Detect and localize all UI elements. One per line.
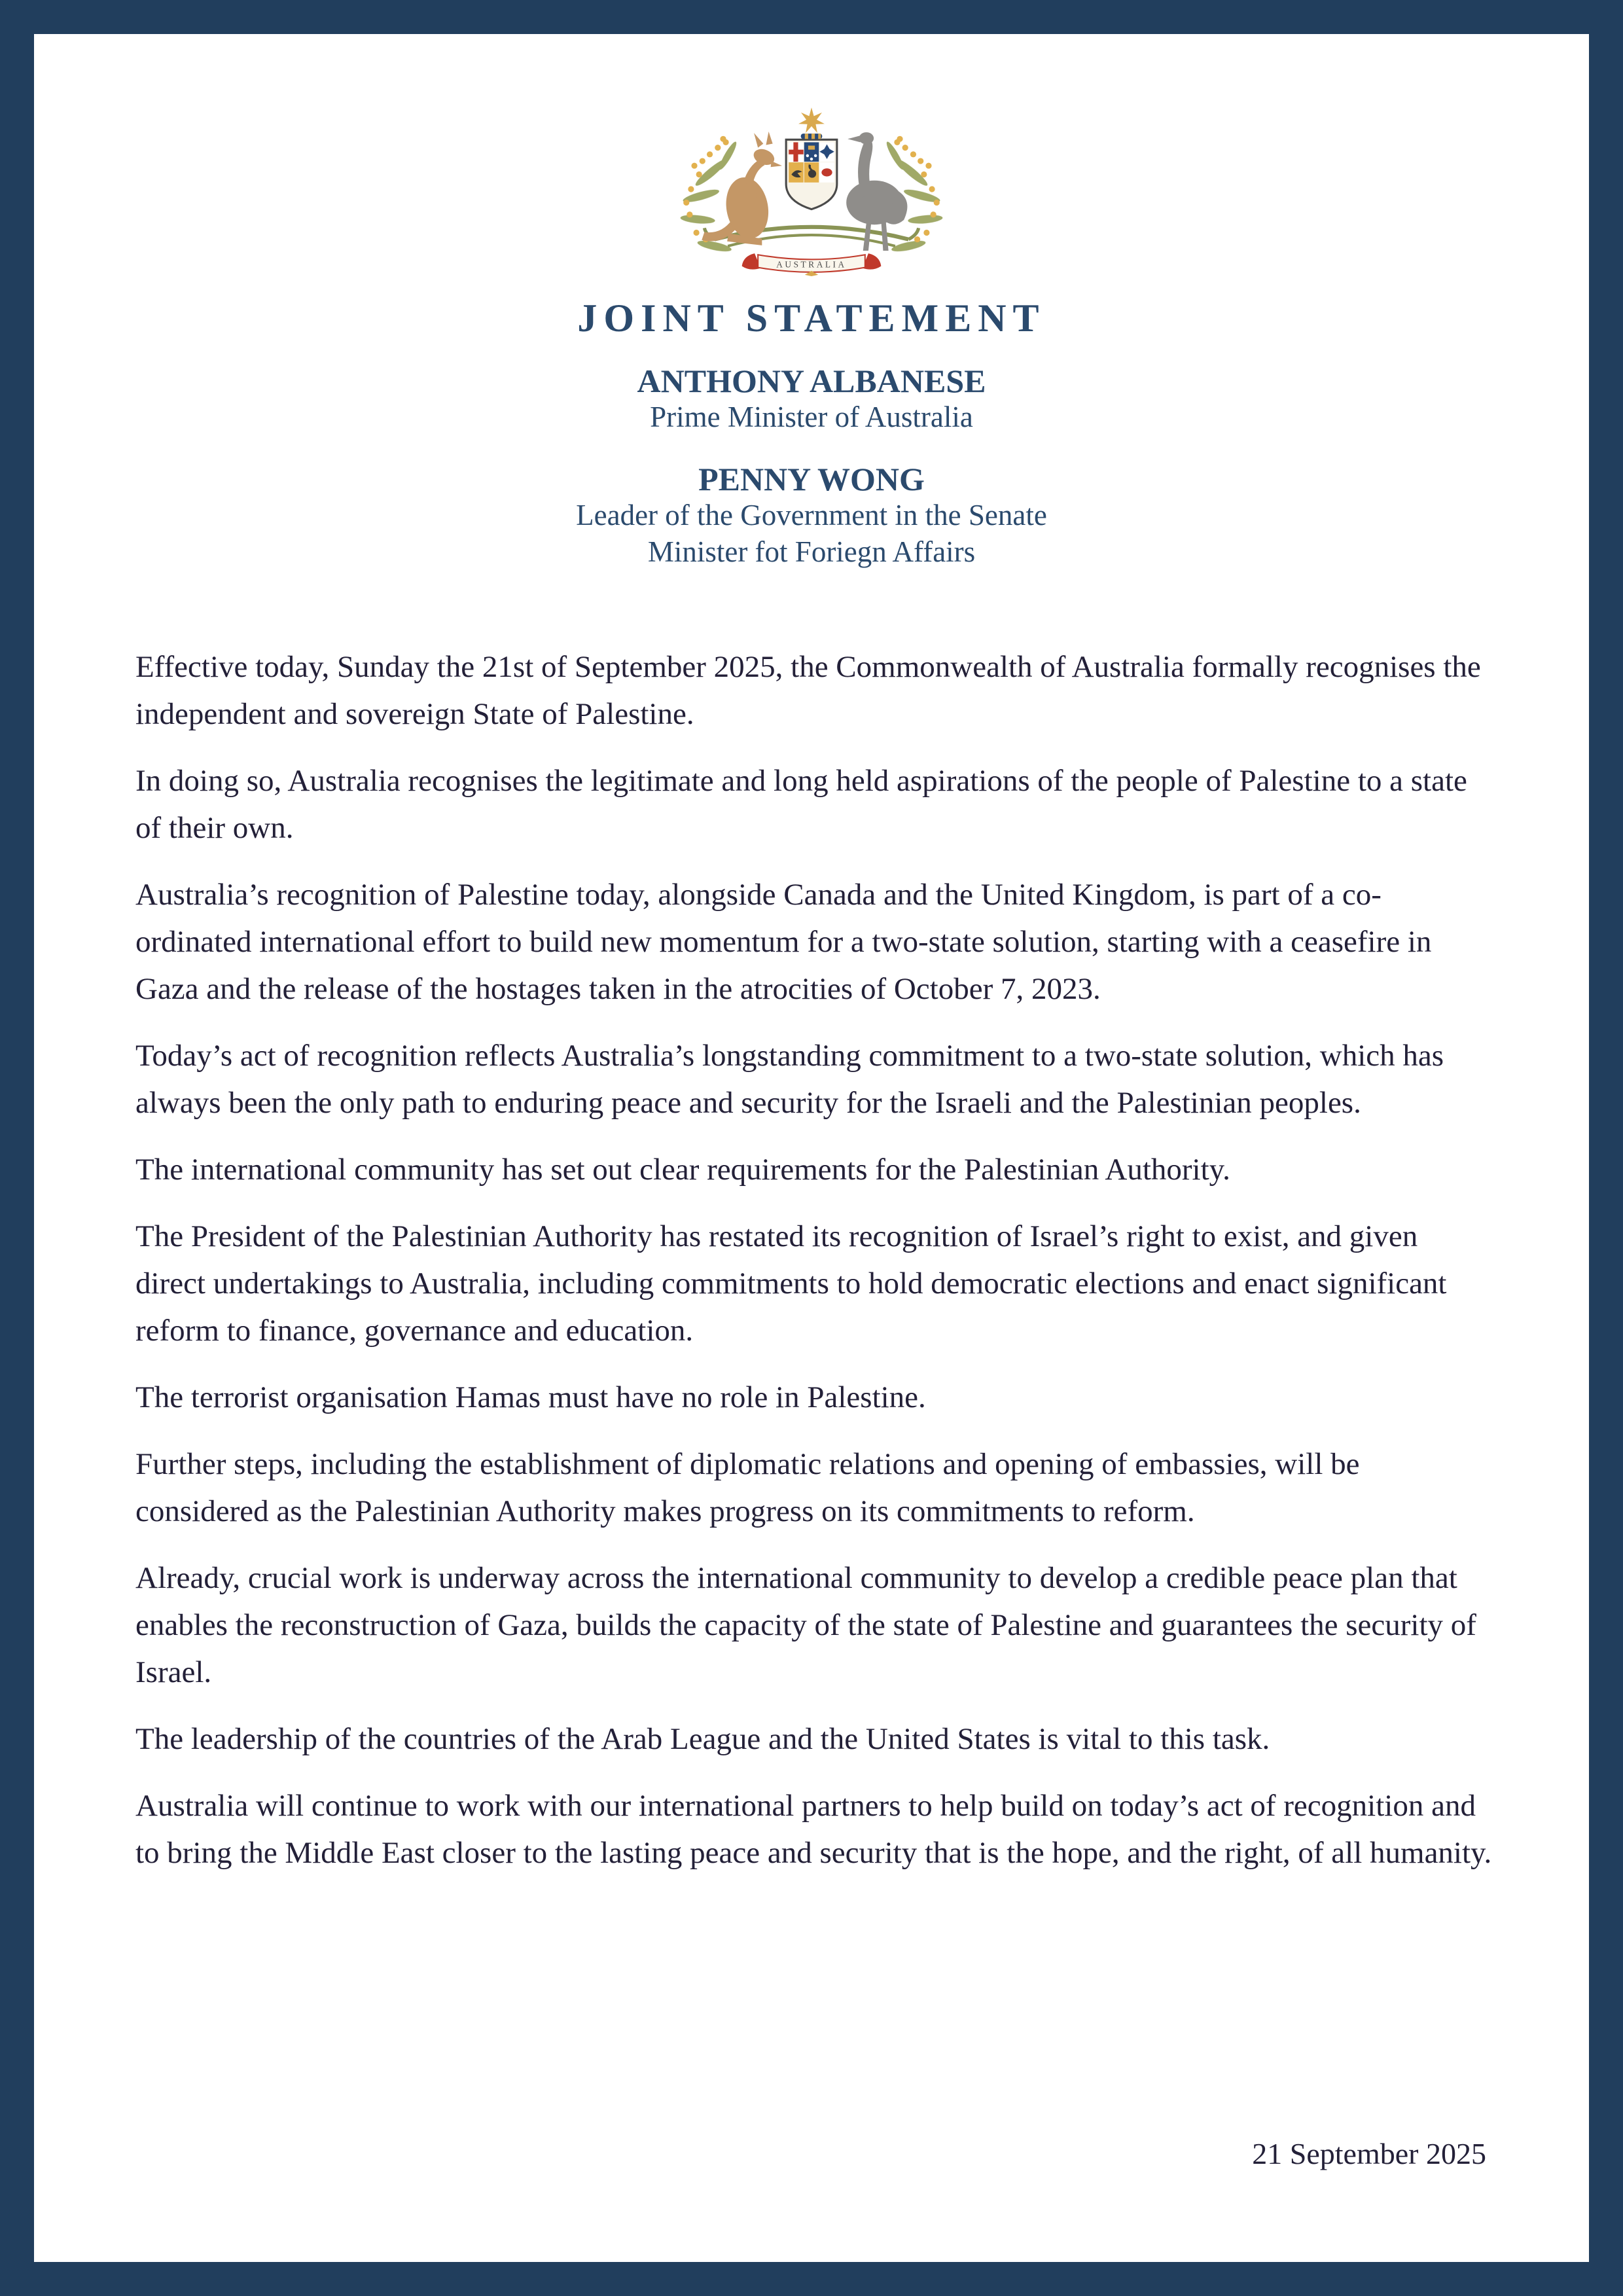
document-header (34, 102, 1589, 570)
signatory-role: Leader of the Government in the Senate (576, 498, 1047, 531)
paragraph: Australia’s recognition of Palestine today, alongside Canada and the United Kingdom, is part of a co-ordinated international effort to build new momentum for a two-state solution, starting with a ceasefire in Gaza and the release of the hostages taken in the atrocities of October 7, 2023. (135, 878, 1432, 1007)
paragraph: Australia will continue to work with our international partners to help build on today’s act of recognition and to bring the Middle East closer to the lasting peace and security that is the hope, and the right, of all humanity. (135, 1789, 1492, 1871)
commonwealth-star-icon (798, 107, 825, 133)
signatory-block-wong (34, 461, 1589, 571)
signatory-role: Minister fot Foriegn Affairs (647, 535, 976, 568)
arms-banner-text: AUSTRALIA (776, 259, 847, 270)
signatory-role: Prime Minister of Australia (650, 401, 973, 433)
signatory-name: PENNY WONG (698, 460, 925, 497)
paragraph: The international community has set out clear requirements for the Palestinian Authority. (135, 1153, 1230, 1187)
paragraph: Already, crucial work is underway across the international community to develop a credible peace plan that enables the reconstruction of Gaza, builds the capacity of the state of Palestine and guarantees the security of Israel. (135, 1561, 1476, 1690)
paragraph: The President of the Palestinian Authority has restated its recognition of Israel’s right to exist, and given direct undertakings to Australia, including commitments to hold democratic elections and enact significant reform to finance, governance and education. (135, 1219, 1447, 1348)
banner-ribbon (742, 253, 882, 276)
document-title: JOINT STATEMENT (577, 296, 1046, 340)
paragraph: Further steps, including the establishment of diplomatic relations and opening of embassies, will be considered as the Palestinian Authority makes progress on its commitments to reform. (135, 1447, 1360, 1529)
paragraph: The leadership of the countries of the Arab League and the United States is vital to this task. (135, 1722, 1270, 1757)
signatory-block-albanese (34, 363, 1589, 436)
shield-icon (786, 139, 837, 209)
statement-body (34, 643, 1589, 1876)
paragraph: The terrorist organisation Hamas must have no role in Palestine. (135, 1380, 926, 1415)
document-page (34, 34, 1589, 2262)
torse-icon (801, 134, 823, 139)
paragraph: Today’s act of recognition reflects Australia’s longstanding commitment to a two-state solution, which has always been the only path to enduring peace and security for the Israeli and the Palestinian peoples. (135, 1039, 1444, 1121)
paragraph: Effective today, Sunday the 21st of September 2025, the Commonwealth of Australia formally recognises the independent and sovereign State of Palestine. (135, 650, 1481, 732)
paragraph: In doing so, Australia recognises the legitimate and long held aspirations of the people of Palestine to a state of their own. (135, 764, 1467, 846)
coat-of-arms (664, 102, 959, 276)
document-date: 21 September 2025 (1252, 2137, 1486, 2170)
signatory-name: ANTHONY ALBANESE (637, 363, 986, 399)
